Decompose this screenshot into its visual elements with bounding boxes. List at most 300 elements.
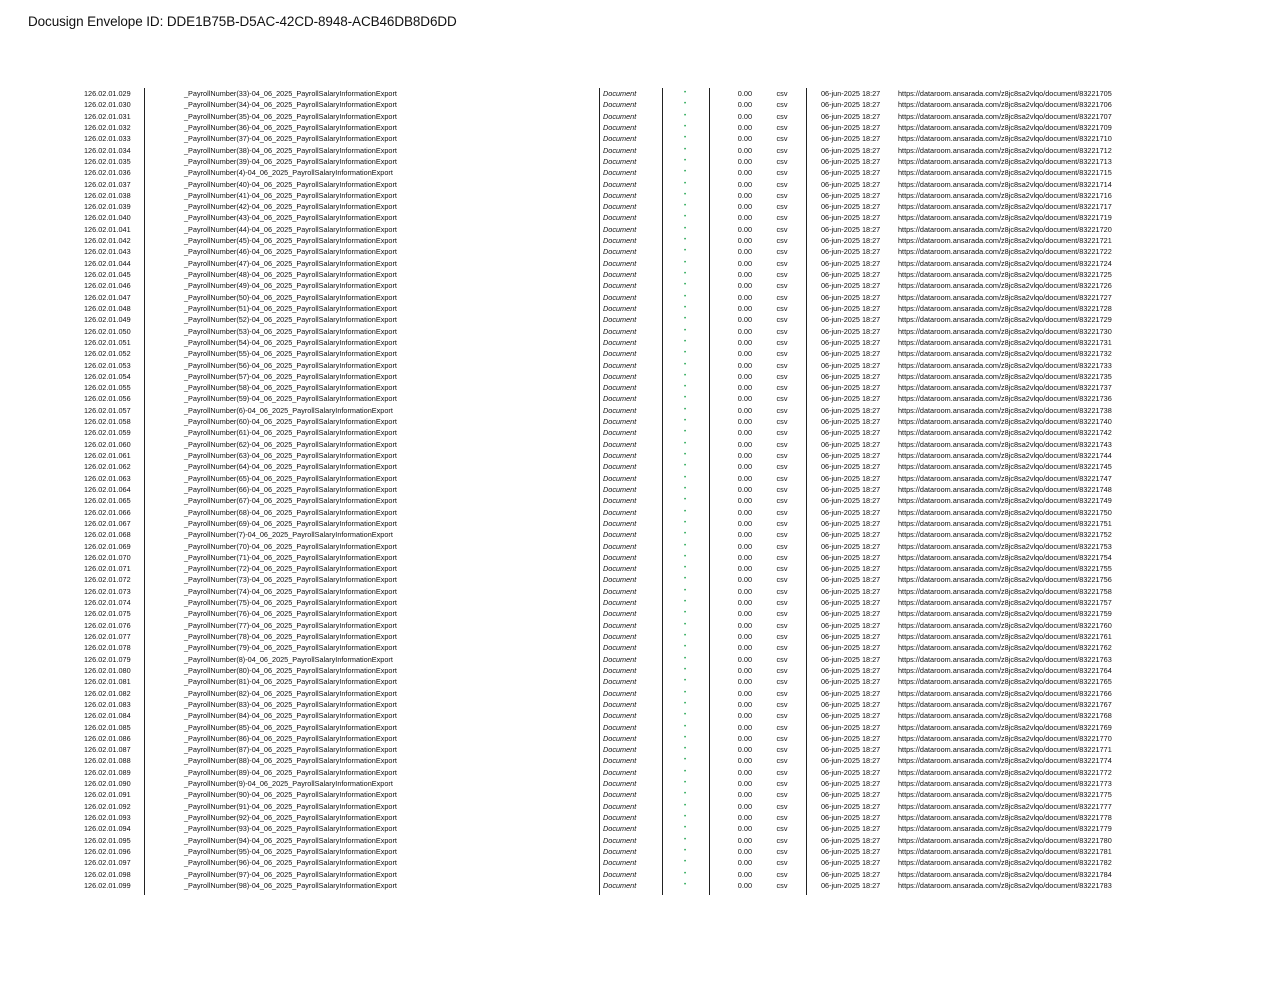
document-link[interactable]: https://dataroom.ansarada.com/z8jc8sa2vlqo/document/83221749: [898, 496, 1112, 506]
index-number: 126.02.01.036: [84, 168, 131, 178]
document-link[interactable]: https://dataroom.ansarada.com/z8jc8sa2vlqo/document/83221783: [898, 880, 1112, 890]
file-name: _PayrollNumber(34)-04_06_2025_PayrollSalaryInformationExport: [184, 100, 397, 110]
document-link[interactable]: https://dataroom.ansarada.com/z8jc8sa2vlqo/document/83221767: [898, 699, 1112, 709]
document-link[interactable]: https://dataroom.ansarada.com/z8jc8sa2vlqo/document/83221736: [898, 394, 1112, 404]
table-row: [0, 348, 1272, 359]
index-number: 126.02.01.084: [84, 711, 131, 721]
item-type: Document: [603, 722, 637, 732]
item-type: Document: [603, 609, 637, 619]
file-size: 0.00: [737, 371, 752, 381]
item-type: Document: [603, 654, 637, 664]
index-number: 126.02.01.087: [84, 745, 131, 755]
table-row: [0, 823, 1272, 834]
document-link[interactable]: https://dataroom.ansarada.com/z8jc8sa2vlqo/document/83221778: [898, 813, 1112, 822]
file-size: 0.00: [737, 620, 752, 630]
file-name: _PayrollNumber(90)-04_06_2025_PayrollSalaryInformationExport: [184, 790, 397, 800]
document-link[interactable]: https://dataroom.ansarada.com/z8jc8sa2vlqo/document/83221772: [898, 767, 1112, 777]
item-type: Document: [603, 507, 637, 517]
file-name: _PayrollNumber(72)-04_06_2025_PayrollSalaryInformationExport: [184, 564, 397, 574]
file-extension: csv: [776, 439, 788, 449]
file-size: 0.00: [737, 507, 752, 517]
file-size: 0.00: [737, 439, 752, 449]
status-dot: •: [684, 565, 687, 572]
status-dot: •: [684, 146, 687, 153]
document-link[interactable]: https://dataroom.ansarada.com/z8jc8sa2vlqo/document/83221709: [898, 122, 1112, 132]
status-dot: •: [684, 666, 687, 673]
file-name: _PayrollNumber(78)-04_06_2025_PayrollSalaryInformationExport: [184, 632, 397, 641]
document-link[interactable]: https://dataroom.ansarada.com/z8jc8sa2vlqo/document/83221760: [898, 620, 1112, 630]
file-name: _PayrollNumber(63)-04_06_2025_PayrollSalaryInformationExport: [184, 451, 397, 460]
document-link[interactable]: https://dataroom.ansarada.com/z8jc8sa2vlqo/document/83221766: [898, 688, 1112, 698]
upload-date: 06-jun-2025 18:27: [821, 688, 881, 698]
item-type: Document: [603, 462, 637, 472]
document-link[interactable]: https://dataroom.ansarada.com/z8jc8sa2vlqo/document/83221780: [898, 835, 1112, 845]
file-extension: csv: [776, 383, 788, 393]
item-type: Document: [603, 213, 637, 223]
index-number: 126.02.01.033: [84, 134, 131, 144]
upload-date: 06-jun-2025 18:27: [821, 122, 881, 132]
item-type: Document: [603, 100, 637, 110]
file-name: _PayrollNumber(74)-04_06_2025_PayrollSalaryInformationExport: [184, 586, 397, 596]
document-link[interactable]: https://dataroom.ansarada.com/z8jc8sa2vlqo/document/83221733: [898, 360, 1112, 370]
upload-date: 06-jun-2025 18:27: [821, 168, 881, 178]
index-number: 126.02.01.074: [84, 598, 131, 608]
table-row: [0, 393, 1272, 404]
document-link[interactable]: https://dataroom.ansarada.com/z8jc8sa2vlqo/document/83221762: [898, 643, 1112, 653]
table-row: [0, 360, 1272, 371]
table-row: [0, 201, 1272, 212]
document-link[interactable]: https://dataroom.ansarada.com/z8jc8sa2vlqo/document/83221770: [898, 733, 1112, 743]
status-dot: •: [684, 712, 687, 719]
file-name: _PayrollNumber(79)-04_06_2025_PayrollSalaryInformationExport: [184, 643, 397, 653]
table-row: [0, 122, 1272, 133]
document-link[interactable]: https://dataroom.ansarada.com/z8jc8sa2vlqo/document/83221713: [898, 156, 1112, 166]
status-dot: •: [684, 700, 687, 707]
document-link[interactable]: https://dataroom.ansarada.com/z8jc8sa2vlqo/document/83221743: [898, 439, 1112, 449]
document-link[interactable]: https://dataroom.ansarada.com/z8jc8sa2vlqo/document/83221710: [898, 134, 1112, 144]
upload-date: 06-jun-2025 18:27: [821, 824, 881, 834]
item-type: Document: [603, 134, 637, 144]
document-link[interactable]: https://dataroom.ansarada.com/z8jc8sa2vlqo/document/83221738: [898, 405, 1112, 415]
status-dot: •: [684, 338, 687, 345]
document-link[interactable]: https://dataroom.ansarada.com/z8jc8sa2vlqo/document/83221732: [898, 349, 1112, 359]
table-row: [0, 439, 1272, 450]
table-row: [0, 631, 1272, 642]
item-type: Document: [603, 552, 637, 562]
upload-date: 06-jun-2025 18:27: [821, 779, 881, 789]
item-type: Document: [603, 745, 637, 755]
file-extension: csv: [776, 111, 788, 121]
file-name: _PayrollNumber(98)-04_06_2025_PayrollSalaryInformationExport: [184, 880, 397, 890]
status-dot: •: [684, 791, 687, 798]
document-link[interactable]: https://dataroom.ansarada.com/z8jc8sa2vlqo/document/83221773: [898, 779, 1112, 789]
file-name: _PayrollNumber(87)-04_06_2025_PayrollSalaryInformationExport: [184, 745, 397, 755]
table-row: [0, 778, 1272, 789]
upload-date: 06-jun-2025 18:27: [821, 417, 881, 427]
document-link[interactable]: https://dataroom.ansarada.com/z8jc8sa2vlqo/document/83221753: [898, 541, 1112, 551]
upload-date: 06-jun-2025 18:27: [821, 745, 881, 755]
file-extension: csv: [776, 156, 788, 166]
index-number: 126.02.01.056: [84, 394, 131, 404]
file-extension: csv: [776, 722, 788, 732]
table-row: [0, 382, 1272, 393]
table-row: [0, 111, 1272, 122]
file-size: 0.00: [737, 190, 752, 200]
upload-date: 06-jun-2025 18:27: [821, 564, 881, 574]
index-number: 126.02.01.051: [84, 337, 131, 347]
document-link[interactable]: https://dataroom.ansarada.com/z8jc8sa2vlqo/document/83221744: [898, 451, 1112, 460]
item-type: Document: [603, 236, 637, 246]
file-size: 0.00: [737, 111, 752, 121]
document-link[interactable]: https://dataroom.ansarada.com/z8jc8sa2vlqo/document/83221737: [898, 383, 1112, 393]
upload-date: 06-jun-2025 18:27: [821, 813, 881, 822]
status-dot: •: [684, 859, 687, 866]
file-extension: csv: [776, 733, 788, 743]
document-link[interactable]: https://dataroom.ansarada.com/z8jc8sa2vlqo/document/83221777: [898, 801, 1112, 811]
file-name: _PayrollNumber(9)-04_06_2025_PayrollSalaryInformationExport: [184, 779, 393, 789]
table-row: [0, 744, 1272, 755]
file-extension: csv: [776, 756, 788, 766]
document-link[interactable]: https://dataroom.ansarada.com/z8jc8sa2vlqo/document/83221724: [898, 258, 1112, 268]
table-row: [0, 869, 1272, 880]
upload-date: 06-jun-2025 18:27: [821, 586, 881, 596]
file-name: _PayrollNumber(45)-04_06_2025_PayrollSalaryInformationExport: [184, 236, 397, 246]
file-name: _PayrollNumber(88)-04_06_2025_PayrollSalaryInformationExport: [184, 756, 397, 766]
upload-date: 06-jun-2025 18:27: [821, 156, 881, 166]
item-type: Document: [603, 270, 637, 279]
file-extension: csv: [776, 790, 788, 800]
item-type: Document: [603, 779, 637, 789]
status-dot: •: [684, 825, 687, 832]
index-number: 126.02.01.064: [84, 484, 131, 494]
file-name: _PayrollNumber(77)-04_06_2025_PayrollSalaryInformationExport: [184, 620, 397, 630]
file-name: _PayrollNumber(84)-04_06_2025_PayrollSalaryInformationExport: [184, 711, 397, 721]
upload-date: 06-jun-2025 18:27: [821, 236, 881, 246]
file-extension: csv: [776, 869, 788, 879]
item-type: Document: [603, 632, 637, 641]
file-name: _PayrollNumber(85)-04_06_2025_PayrollSalaryInformationExport: [184, 722, 397, 732]
upload-date: 06-jun-2025 18:27: [821, 89, 881, 98]
status-dot: •: [684, 395, 687, 402]
status-dot: •: [684, 508, 687, 515]
document-link[interactable]: https://dataroom.ansarada.com/z8jc8sa2vlqo/document/83221763: [898, 654, 1112, 664]
file-name: _PayrollNumber(38)-04_06_2025_PayrollSalaryInformationExport: [184, 145, 397, 155]
document-link[interactable]: https://dataroom.ansarada.com/z8jc8sa2vlqo/document/83221748: [898, 484, 1112, 494]
table-row: [0, 507, 1272, 518]
index-number: 126.02.01.089: [84, 767, 131, 777]
status-dot: •: [684, 757, 687, 764]
file-name: _PayrollNumber(51)-04_06_2025_PayrollSalaryInformationExport: [184, 303, 397, 313]
file-extension: csv: [776, 168, 788, 178]
status-dot: •: [684, 553, 687, 560]
file-name: _PayrollNumber(64)-04_06_2025_PayrollSalaryInformationExport: [184, 462, 397, 472]
item-type: Document: [603, 360, 637, 370]
status-dot: •: [684, 633, 687, 639]
document-link[interactable]: https://dataroom.ansarada.com/z8jc8sa2vlqo/document/83221740: [898, 417, 1112, 427]
document-link[interactable]: https://dataroom.ansarada.com/z8jc8sa2vlqo/document/83221781: [898, 846, 1112, 856]
item-type: Document: [603, 179, 637, 189]
file-extension: csv: [776, 586, 788, 596]
upload-date: 06-jun-2025 18:27: [821, 722, 881, 732]
table-row: [0, 133, 1272, 144]
file-name: _PayrollNumber(61)-04_06_2025_PayrollSalaryInformationExport: [184, 428, 397, 438]
file-size: 0.00: [737, 609, 752, 619]
document-link[interactable]: https://dataroom.ansarada.com/z8jc8sa2vlqo/document/83221751: [898, 518, 1112, 528]
file-size: 0.00: [737, 643, 752, 653]
file-size: 0.00: [737, 869, 752, 879]
document-link[interactable]: https://dataroom.ansarada.com/z8jc8sa2vlqo/document/83221729: [898, 315, 1112, 325]
file-name: _PayrollNumber(57)-04_06_2025_PayrollSalaryInformationExport: [184, 371, 397, 381]
document-link[interactable]: https://dataroom.ansarada.com/z8jc8sa2vlqo/document/83221706: [898, 100, 1112, 110]
status-dot: •: [684, 678, 687, 685]
document-link[interactable]: https://dataroom.ansarada.com/z8jc8sa2vlqo/document/83221721: [898, 236, 1112, 246]
table-row: [0, 789, 1272, 800]
document-link[interactable]: https://dataroom.ansarada.com/z8jc8sa2vlqo/document/83221712: [898, 145, 1112, 155]
status-dot: •: [684, 531, 687, 538]
document-link[interactable]: https://dataroom.ansarada.com/z8jc8sa2vlqo/document/83221730: [898, 326, 1112, 336]
file-size: 0.00: [737, 677, 752, 687]
file-name: _PayrollNumber(42)-04_06_2025_PayrollSalaryInformationExport: [184, 202, 397, 212]
document-link[interactable]: https://dataroom.ansarada.com/z8jc8sa2vlqo/document/83221750: [898, 507, 1112, 517]
file-extension: csv: [776, 564, 788, 574]
index-number: 126.02.01.059: [84, 428, 131, 438]
document-link[interactable]: https://dataroom.ansarada.com/z8jc8sa2vlqo/document/83221717: [898, 202, 1112, 212]
file-extension: csv: [776, 541, 788, 551]
file-size: 0.00: [737, 394, 752, 404]
status-dot: •: [684, 372, 687, 379]
index-number: 126.02.01.046: [84, 281, 131, 291]
document-link[interactable]: https://dataroom.ansarada.com/z8jc8sa2vlqo/document/83221769: [898, 722, 1112, 732]
table-row: [0, 767, 1272, 778]
index-number: 126.02.01.044: [84, 258, 131, 268]
document-link[interactable]: https://dataroom.ansarada.com/z8jc8sa2vlqo/document/83221761: [898, 632, 1112, 641]
file-extension: csv: [776, 326, 788, 336]
document-link[interactable]: https://dataroom.ansarada.com/z8jc8sa2vlqo/document/83221705: [898, 89, 1112, 98]
upload-date: 06-jun-2025 18:27: [821, 518, 881, 528]
status-dot: •: [684, 610, 687, 617]
file-name: _PayrollNumber(73)-04_06_2025_PayrollSalaryInformationExport: [184, 575, 397, 585]
status-dot: •: [684, 621, 687, 628]
document-link[interactable]: https://dataroom.ansarada.com/z8jc8sa2vlqo/document/83221747: [898, 473, 1112, 483]
document-link[interactable]: https://dataroom.ansarada.com/z8jc8sa2vlqo/document/83221759: [898, 609, 1112, 619]
file-name: _PayrollNumber(82)-04_06_2025_PayrollSalaryInformationExport: [184, 688, 397, 698]
document-link[interactable]: https://dataroom.ansarada.com/z8jc8sa2vlqo/document/83221719: [898, 213, 1112, 223]
file-extension: csv: [776, 292, 788, 302]
document-link[interactable]: https://dataroom.ansarada.com/z8jc8sa2vlqo/document/83221782: [898, 858, 1112, 868]
status-dot: •: [684, 259, 687, 266]
file-name: _PayrollNumber(96)-04_06_2025_PayrollSalaryInformationExport: [184, 858, 397, 868]
document-link[interactable]: https://dataroom.ansarada.com/z8jc8sa2vlqo/document/83221722: [898, 247, 1112, 257]
file-extension: csv: [776, 575, 788, 585]
file-size: 0.00: [737, 134, 752, 144]
index-number: 126.02.01.072: [84, 575, 131, 585]
index-number: 126.02.01.032: [84, 122, 131, 132]
document-link[interactable]: https://dataroom.ansarada.com/z8jc8sa2vlqo/document/83221764: [898, 665, 1112, 675]
index-number: 126.02.01.040: [84, 213, 131, 223]
document-link[interactable]: https://dataroom.ansarada.com/z8jc8sa2vlqo/document/83221771: [898, 745, 1112, 755]
upload-date: 06-jun-2025 18:27: [821, 179, 881, 189]
status-dot: •: [684, 90, 687, 96]
item-type: Document: [603, 156, 637, 166]
status-dot: •: [684, 576, 687, 583]
file-name: _PayrollNumber(66)-04_06_2025_PayrollSalaryInformationExport: [184, 484, 397, 494]
document-link[interactable]: https://dataroom.ansarada.com/z8jc8sa2vlqo/document/83221735: [898, 371, 1112, 381]
table-row: [0, 179, 1272, 190]
file-extension: csv: [776, 507, 788, 517]
file-extension: csv: [776, 518, 788, 528]
item-type: Document: [603, 371, 637, 381]
status-dot: •: [684, 350, 687, 357]
file-extension: csv: [776, 179, 788, 189]
table-row: [0, 450, 1272, 461]
upload-date: 06-jun-2025 18:27: [821, 394, 881, 404]
table-row: [0, 292, 1272, 303]
document-link[interactable]: https://dataroom.ansarada.com/z8jc8sa2vlqo/document/83221779: [898, 824, 1112, 834]
file-size: 0.00: [737, 779, 752, 789]
index-number: 126.02.01.049: [84, 315, 131, 325]
item-type: Document: [603, 484, 637, 494]
document-link[interactable]: https://dataroom.ansarada.com/z8jc8sa2vlqo/document/83221726: [898, 281, 1112, 291]
upload-date: 06-jun-2025 18:27: [821, 439, 881, 449]
file-extension: csv: [776, 462, 788, 472]
document-link[interactable]: https://dataroom.ansarada.com/z8jc8sa2vlqo/document/83221756: [898, 575, 1112, 585]
table-row: [0, 212, 1272, 223]
status-dot: •: [684, 780, 687, 787]
document-link[interactable]: https://dataroom.ansarada.com/z8jc8sa2vlqo/document/83221754: [898, 552, 1112, 562]
file-extension: csv: [776, 473, 788, 483]
upload-date: 06-jun-2025 18:27: [821, 428, 881, 438]
file-size: 0.00: [737, 100, 752, 110]
index-number: 126.02.01.097: [84, 858, 131, 868]
item-type: Document: [603, 428, 637, 438]
upload-date: 06-jun-2025 18:27: [821, 315, 881, 325]
upload-date: 06-jun-2025 18:27: [821, 383, 881, 393]
upload-date: 06-jun-2025 18:27: [821, 134, 881, 144]
table-row: [0, 337, 1272, 348]
file-size: 0.00: [737, 824, 752, 834]
file-name: _PayrollNumber(67)-04_06_2025_PayrollSalaryInformationExport: [184, 496, 397, 506]
status-dot: •: [684, 293, 687, 300]
document-link[interactable]: https://dataroom.ansarada.com/z8jc8sa2vlqo/document/83221784: [898, 869, 1112, 879]
document-link[interactable]: https://dataroom.ansarada.com/z8jc8sa2vlqo/document/83221768: [898, 711, 1112, 721]
file-name: _PayrollNumber(69)-04_06_2025_PayrollSalaryInformationExport: [184, 518, 397, 528]
item-type: Document: [603, 541, 637, 551]
item-type: Document: [603, 247, 637, 257]
file-size: 0.00: [737, 575, 752, 585]
document-link[interactable]: https://dataroom.ansarada.com/z8jc8sa2vlqo/document/83221728: [898, 303, 1112, 313]
status-dot: •: [684, 644, 687, 651]
file-size: 0.00: [737, 733, 752, 743]
index-number: 126.02.01.075: [84, 609, 131, 619]
index-number: 126.02.01.062: [84, 462, 131, 472]
document-link[interactable]: https://dataroom.ansarada.com/z8jc8sa2vlqo/document/83221745: [898, 462, 1112, 472]
index-number: 126.02.01.088: [84, 756, 131, 766]
upload-date: 06-jun-2025 18:27: [821, 337, 881, 347]
file-extension: csv: [776, 134, 788, 144]
document-link[interactable]: https://dataroom.ansarada.com/z8jc8sa2vlqo/document/83221716: [898, 190, 1112, 200]
status-dot: •: [684, 847, 687, 854]
file-size: 0.00: [737, 145, 752, 155]
document-link[interactable]: https://dataroom.ansarada.com/z8jc8sa2vlqo/document/83221714: [898, 179, 1112, 189]
document-link[interactable]: https://dataroom.ansarada.com/z8jc8sa2vlqo/document/83221758: [898, 586, 1112, 596]
index-number: 126.02.01.067: [84, 518, 131, 528]
document-link[interactable]: https://dataroom.ansarada.com/z8jc8sa2vlqo/document/83221715: [898, 168, 1112, 178]
upload-date: 06-jun-2025 18:27: [821, 598, 881, 608]
file-size: 0.00: [737, 337, 752, 347]
file-size: 0.00: [737, 360, 752, 370]
document-link[interactable]: https://dataroom.ansarada.com/z8jc8sa2vlqo/document/83221765: [898, 677, 1112, 687]
file-extension: csv: [776, 858, 788, 868]
document-link[interactable]: https://dataroom.ansarada.com/z8jc8sa2vlqo/document/83221752: [898, 530, 1112, 540]
document-link[interactable]: https://dataroom.ansarada.com/z8jc8sa2vlqo/document/83221731: [898, 337, 1112, 347]
document-index-table: [0, 88, 1272, 891]
status-dot: •: [684, 519, 687, 526]
document-link[interactable]: https://dataroom.ansarada.com/z8jc8sa2vlqo/document/83221757: [898, 598, 1112, 608]
file-extension: csv: [776, 699, 788, 709]
file-size: 0.00: [737, 541, 752, 551]
document-link[interactable]: https://dataroom.ansarada.com/z8jc8sa2vlqo/document/83221720: [898, 224, 1112, 234]
index-number: 126.02.01.048: [84, 303, 131, 313]
document-link[interactable]: https://dataroom.ansarada.com/z8jc8sa2vlqo/document/83221742: [898, 428, 1112, 438]
status-dot: •: [684, 497, 687, 504]
status-dot: •: [684, 768, 687, 775]
status-dot: •: [684, 587, 687, 594]
document-link[interactable]: https://dataroom.ansarada.com/z8jc8sa2vlqo/document/83221727: [898, 292, 1112, 302]
document-link[interactable]: https://dataroom.ansarada.com/z8jc8sa2vlqo/document/83221707: [898, 111, 1112, 121]
document-link[interactable]: https://dataroom.ansarada.com/z8jc8sa2vlqo/document/83221755: [898, 564, 1112, 574]
file-size: 0.00: [737, 281, 752, 291]
index-number: 126.02.01.095: [84, 835, 131, 845]
file-name: _PayrollNumber(52)-04_06_2025_PayrollSalaryInformationExport: [184, 315, 397, 325]
upload-date: 06-jun-2025 18:27: [821, 858, 881, 868]
file-extension: csv: [776, 654, 788, 664]
status-dot: •: [684, 723, 687, 730]
file-extension: csv: [776, 213, 788, 223]
file-size: 0.00: [737, 564, 752, 574]
status-dot: •: [684, 734, 687, 741]
index-number: 126.02.01.035: [84, 156, 131, 166]
item-type: Document: [603, 620, 637, 630]
file-size: 0.00: [737, 462, 752, 472]
item-type: Document: [603, 643, 637, 653]
file-name: _PayrollNumber(60)-04_06_2025_PayrollSalaryInformationExport: [184, 417, 397, 427]
file-extension: csv: [776, 337, 788, 347]
file-size: 0.00: [737, 586, 752, 596]
file-size: 0.00: [737, 756, 752, 766]
upload-date: 06-jun-2025 18:27: [821, 665, 881, 675]
document-link[interactable]: https://dataroom.ansarada.com/z8jc8sa2vlqo/document/83221775: [898, 790, 1112, 800]
file-size: 0.00: [737, 213, 752, 223]
file-name: _PayrollNumber(58)-04_06_2025_PayrollSalaryInformationExport: [184, 383, 397, 393]
file-extension: csv: [776, 451, 788, 460]
file-size: 0.00: [737, 315, 752, 325]
item-type: Document: [603, 303, 637, 313]
item-type: Document: [603, 337, 637, 347]
table-row: [0, 608, 1272, 619]
document-link[interactable]: https://dataroom.ansarada.com/z8jc8sa2vlqo/document/83221725: [898, 270, 1112, 279]
table-row: [0, 246, 1272, 257]
file-name: _PayrollNumber(46)-04_06_2025_PayrollSalaryInformationExport: [184, 247, 397, 257]
upload-date: 06-jun-2025 18:27: [821, 643, 881, 653]
file-name: _PayrollNumber(33)-04_06_2025_PayrollSalaryInformationExport: [184, 89, 397, 98]
document-link[interactable]: https://dataroom.ansarada.com/z8jc8sa2vlqo/document/83221774: [898, 756, 1112, 766]
status-dot: •: [684, 746, 687, 753]
table-row: [0, 699, 1272, 710]
item-type: Document: [603, 711, 637, 721]
upload-date: 06-jun-2025 18:27: [821, 552, 881, 562]
file-extension: csv: [776, 428, 788, 438]
status-dot: •: [684, 881, 687, 888]
